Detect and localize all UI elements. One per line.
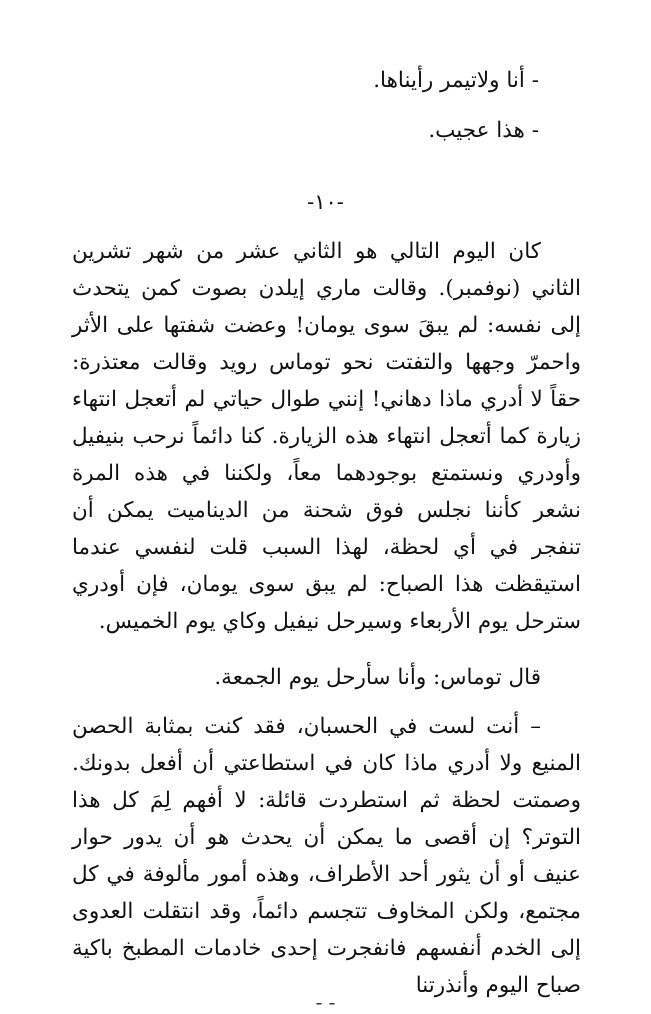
paragraph-3: – أنت لست في الحسبان، فقد كنت بمثابة الحصن المنيع ولا أدري ماذا كان في استطاعتي أن أفعل بدونك. وصمتت لحظة ثم استطردت قائلة: لا أفهم لِمَ كل هذا التوتر؟ إن أقصى ما يمكن أن يحدث هو أن يدور حوار عنيف أو أن يثور أحد الأطراف، وهذه أمور مألوفة في كل مجتمع، ولكن المخاوف تتجسم دائماً، وقد انتقلت العدوى إلى الخدم أنفسهم فانفجرت إحدى خادمات المطبخ باكية صباح اليوم وأنذرتنا [72,714,581,998]
paragraph-1: كان اليوم التالي هو الثاني عشر من شهر تشرين الثاني (نوفمبر). وقالت ماري إيلدن بصوت كمن يتحدث إلى نفسه: لم يبقَ سوى يومان! وعضت شفتها على الأثر واحمرّ وجهها والتفتت نحو توماس رويد وقالت معتذرة: حقاً لا أدري ماذا دهاني! إنني طوال حياتي لم أتعجل انتهاء زيارة كما أتعجل انتهاء هذه الزيارة. كنا دائماً نرحب بنيفيل وأودري ونستمتع بوجودهما معاً، ولكننا في هذه المرة نشعر كأننا نجلس فوق شحنة من الديناميت يمكن أن تنفجر في أي لحظة، لهذا السبب قلت لنفسي عندما استيقظت هذا الصباح: لم يبق سوى يومان، فإن أودري سترحل يوم الأربعاء وسيرحل نيفيل وكاي يوم الخميس. [72,239,581,634]
page-number-fragment: - - [315,990,336,1014]
dialog-line-1: - أنا ولاتيمر رأيناها. [373,68,539,93]
chapter-number: -١٠- [307,190,344,214]
dialog-line-2: - هذا عجيب. [428,118,539,143]
paragraph-2: قال توماس: وأنا سأرحل يوم الجمعة. [214,665,541,690]
